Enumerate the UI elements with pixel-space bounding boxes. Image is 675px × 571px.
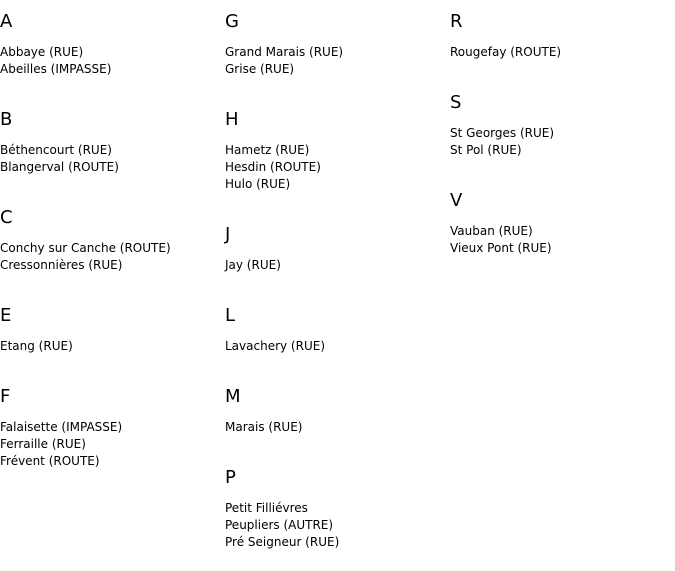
street-link[interactable]: Ferraille (RUE) xyxy=(0,437,86,451)
street-link[interactable]: Hesdin (ROUTE) xyxy=(225,160,321,174)
letter-group-h xyxy=(225,98,450,193)
letter-heading: E xyxy=(0,305,12,326)
street-link[interactable]: Marais (RUE) xyxy=(225,420,303,434)
letter-group-j xyxy=(225,213,450,274)
street-link[interactable]: Frévent (ROUTE) xyxy=(0,454,100,468)
street-link[interactable]: Etang (RUE) xyxy=(0,339,73,353)
street-link[interactable]: St Georges (RUE) xyxy=(450,126,555,140)
letter-heading: S xyxy=(450,92,462,113)
street-link[interactable]: Pré Seigneur (RUE) xyxy=(225,535,340,549)
letter-group-m xyxy=(225,375,450,436)
street-link[interactable]: St Pol (RUE) xyxy=(450,143,522,157)
street-link[interactable]: Hametz (RUE) xyxy=(225,143,310,157)
street-link[interactable]: Vieux Pont (RUE) xyxy=(450,241,552,255)
letter-heading: B xyxy=(0,109,13,130)
street-link[interactable]: Lavachery (RUE) xyxy=(225,339,325,353)
letter-heading: V xyxy=(450,190,463,211)
letter-group-a xyxy=(0,0,225,78)
letter-heading: A xyxy=(0,11,13,32)
street-link[interactable]: Hulo (RUE) xyxy=(225,177,291,191)
letter-heading: M xyxy=(225,386,241,407)
letter-heading: C xyxy=(0,207,13,228)
street-link[interactable]: Falaisette (IMPASSE) xyxy=(0,420,123,434)
street-link[interactable]: Grise (RUE) xyxy=(225,62,295,76)
street-index-column-2 xyxy=(225,0,450,571)
street-link[interactable]: Abeilles (IMPASSE) xyxy=(0,62,112,76)
letter-heading: J xyxy=(225,224,231,245)
street-link[interactable]: Petit Filliévres xyxy=(225,501,308,515)
street-index-column-3 xyxy=(450,0,675,277)
street-link[interactable]: Rougefay (ROUTE) xyxy=(450,45,562,59)
street-link[interactable]: Vauban (RUE) xyxy=(450,224,533,238)
letter-group-p xyxy=(225,456,450,551)
letter-group-r xyxy=(450,0,675,61)
street-link[interactable]: Jay (RUE) xyxy=(225,258,281,272)
letter-group-c xyxy=(0,196,225,274)
street-link[interactable]: Grand Marais (RUE) xyxy=(225,45,344,59)
letter-group-l xyxy=(225,294,450,355)
street-index-column-1 xyxy=(0,0,225,490)
letter-group-f xyxy=(0,375,225,470)
street-link[interactable]: Abbaye (RUE) xyxy=(0,45,84,59)
street-link[interactable]: Cressonnières (RUE) xyxy=(0,258,123,272)
letter-group-e xyxy=(0,294,225,355)
letter-heading: F xyxy=(0,386,11,407)
letter-group-b xyxy=(0,98,225,176)
letter-heading: L xyxy=(225,305,236,326)
street-link[interactable]: Peupliers (AUTRE) xyxy=(225,518,334,532)
letter-group-g xyxy=(225,0,450,78)
letter-heading: R xyxy=(450,11,463,32)
street-link[interactable]: Béthencourt (RUE) xyxy=(0,143,112,157)
letter-heading: P xyxy=(225,467,236,488)
letter-group-v xyxy=(450,179,675,257)
street-link[interactable]: Blangerval (ROUTE) xyxy=(0,160,119,174)
letter-heading: H xyxy=(225,109,239,130)
letter-heading: G xyxy=(225,11,239,32)
letter-group-s xyxy=(450,81,675,159)
street-link[interactable]: Conchy sur Canche (ROUTE) xyxy=(0,241,171,255)
